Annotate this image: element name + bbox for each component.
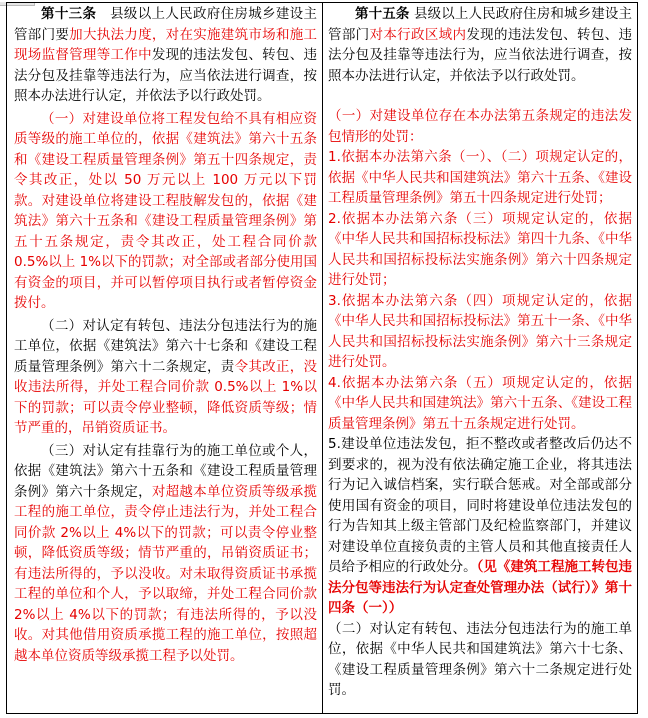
text-run: 发现的违法发包、转包、违法分包及挂靠等违法行为，应当依法进行调查，按照本办法进行认定，并依法予以行政处罚。 bbox=[14, 47, 318, 104]
text-run: 县级以上人民政府住房城乡建设主管部门要 bbox=[14, 6, 318, 43]
comparison-table bbox=[6, 2, 638, 714]
paragraph bbox=[14, 109, 317, 314]
highlighted-text: 令其改正，没收违法所得，并处工程合同价款 0.5%以上 1%以下的罚款；可以责令停业整顿，降低资质等级；情节严重的，吊销资质证书。 bbox=[14, 358, 318, 436]
highlighted-text: （一）对建设单位将工程发包给不具有相应资质等级的施工单位的，依据《建筑法》第六十五条和《建设工程质量管理条例》第五十四条规定，责令其改正，处以 50 万元以上 100 万元以下罚款。对建设单位将建设工程肢解发包的，依据《建筑法》第六十五条和《建设工程质量管理条例》第五十五条规定，责令其改正，处工程合同价款 0.5%以上 1%以下的罚款；对全部或者部分使用国有资金的项目，并可以暂停项目执行或者暂停资金拨付。 bbox=[14, 110, 318, 311]
text-run: 发现的违法发包、转包、违法分包及挂靠等违法行为，应当依法进行调查，按照本办法进行认定，并依法予以行政处罚。 bbox=[328, 26, 633, 84]
highlighted-text: 对本行政区域内 bbox=[369, 26, 467, 43]
highlighted-text: （一）对建设单位存在本办法第五条规定的违法发包情形的处罚： bbox=[328, 108, 632, 145]
paragraph bbox=[14, 4, 317, 107]
left-column-article-13 bbox=[7, 3, 323, 713]
text-run: （二）对认定有转包、违法分包违法行为的施工单位，依据《建筑法》第六十七条和《建设工程质量管理条例》第六十二条规定，责 bbox=[14, 317, 317, 375]
highlighted-text: 3.依据本办法第六条（四）项规定认定的，依据《中华人民共和国招标投标法》第五十一条、《中华人民共和国招标投标法实施条例》第六十三条规定进行处罚。 bbox=[328, 292, 632, 370]
highlighted-text: 1.依据本办法第六条（一）、（二）项规定认定的，依据《中华人民共和国建筑法》第六十五条、《建设工程质量管理条例》第五十四条规定进行处罚； bbox=[328, 149, 632, 206]
highlighted-text: 加大执法力度，对在实施建筑市场和施工现场监督管理等工作中 bbox=[14, 26, 318, 63]
blank-line bbox=[328, 86, 632, 106]
paragraph bbox=[328, 619, 632, 701]
text-run: 县级以上人民政府住房和城乡建设主管部门 bbox=[328, 6, 633, 43]
paragraph bbox=[14, 441, 317, 667]
paragraph bbox=[14, 316, 317, 439]
bold-text: 第十五条 bbox=[355, 6, 410, 22]
paragraph bbox=[328, 106, 632, 147]
paragraph bbox=[328, 4, 632, 86]
highlighted-text: 2.依据本办法第六条（三）项规定认定的，依据《中华人民共和国招标投标法》第四十九条、《中华人民共和国招标投标法实施条例》第六十四条规定进行处罚； bbox=[328, 210, 632, 288]
bold-text: （见《建筑工程施工转包违法分包等违法行为认定查处管理办法（试行）》第十四条（一）） bbox=[328, 559, 632, 616]
paragraph bbox=[328, 373, 632, 435]
text-run: 5.建设单位违法发包，拒不整改或者整改后仍达不到要求的，视为没有依法确定施工企业，将其违法行为记入诚信档案，实行联合惩戒。对全部或部分使用国有资金的项目，同时将建设单位违法发包的行为告知其上级主管部门及纪检监察部门，并建议对建设单位直接负责的主管人员和其他直接责任人员给予相应的行政处分。 bbox=[328, 436, 632, 575]
highlighted-text: 4.依据本办法第六条（五）项规定认定的，依据《中华人民共和国建筑法》第六十五条、《建设工程质量管理条例》第五十五条规定进行处罚。 bbox=[328, 374, 632, 432]
text-run: （二）对认定有转包、违法分包违法行为的施工单位，依据《中华人民共和国建筑法》第六十七条、《建设工程质量管理条例》第六十二条规定进行处罚。 bbox=[328, 620, 632, 698]
right-column-article-15 bbox=[323, 3, 637, 713]
bold-text: 第十三条 bbox=[41, 6, 97, 22]
paragraph bbox=[328, 434, 632, 619]
paragraph bbox=[328, 291, 632, 373]
paragraph bbox=[328, 209, 632, 291]
highlighted-text: 对超越本单位资质等级承揽工程的施工单位，责令停止违法行为，并处工程合同价款 2%以上 4%以下的罚款；可以责令停业整顿，降低资质等级；情节严重的，吊销资质证书；有违法所得的，予以没收。对未取得资质证书承揽工程的单位和个人，予以取缔，并处工程合同价款 2%以上 4%以下的罚款；有违法所得的，予以没收。对其他借用资质承揽工程的施工单位，按照超越本单位资质等级承揽工程予以处罚。 bbox=[14, 483, 318, 664]
text-run: （三）对认定有挂靠行为的施工单位或个人，依据《建筑法》第六十五条和《建设工程质量管理条例》第六十条规定， bbox=[14, 442, 317, 500]
paragraph bbox=[328, 147, 632, 209]
